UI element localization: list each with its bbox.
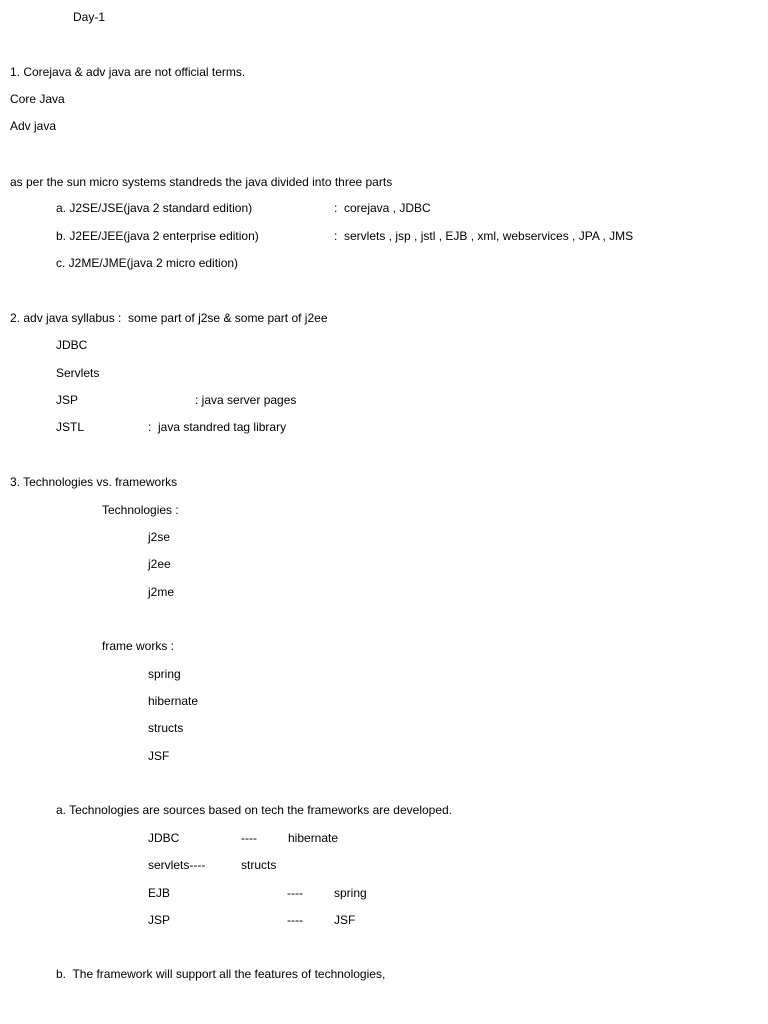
- map-framework: spring: [334, 886, 367, 900]
- core-java-line: Core Java: [10, 92, 65, 106]
- syllabus-servlets: Servlets: [56, 366, 100, 380]
- technology-item: j2se: [148, 530, 171, 544]
- j2ee-value: : servlets , jsp , jstl , EJB , xml, webservices , JPA , JMS: [334, 229, 634, 243]
- j2ee-label: b. J2EE/JEE(java 2 enterprise edition): [56, 229, 259, 243]
- framework-item: spring: [148, 667, 181, 681]
- j2me-label: c. J2ME/JME(java 2 micro edition): [56, 256, 239, 270]
- syllabus-jsp: JSP: [56, 393, 79, 407]
- syllabus-jstl: JSTL: [56, 420, 85, 434]
- section-1-heading: 1. Corejava & adv java are not official terms.: [10, 65, 246, 79]
- syllabus-jdbc: JDBC: [56, 338, 88, 352]
- map-dash: ----: [241, 831, 257, 845]
- technologies-heading: Technologies :: [102, 503, 179, 517]
- point-b-text: b. The framework will support all the features of technologies,: [56, 967, 386, 981]
- map-dash: ----: [287, 913, 303, 927]
- frameworks-heading: frame works :: [102, 639, 175, 653]
- adv-java-line: Adv java: [10, 119, 57, 133]
- map-dash: ----: [287, 886, 303, 900]
- map-framework: JSF: [334, 913, 356, 927]
- point-a-text: a. Technologies are sources based on tech the frameworks are developed.: [56, 803, 453, 817]
- map-tech: JSP: [148, 913, 171, 927]
- j2se-value: : corejava , JDBC: [334, 201, 431, 215]
- framework-item: structs: [148, 721, 184, 735]
- day-label: Day-1: [73, 10, 106, 24]
- sun-intro-line: as per the sun micro systems standreds the java divided into three parts: [10, 175, 393, 189]
- map-tech: EJB: [148, 886, 171, 900]
- framework-item: JSF: [148, 749, 170, 763]
- technology-item: j2ee: [148, 557, 171, 571]
- map-tech: servlets----: [148, 858, 206, 872]
- map-tech: JDBC: [148, 831, 180, 845]
- section-2-heading: 2. adv java syllabus : some part of j2se & some part of j2ee: [10, 311, 328, 325]
- section-3-heading: 3. Technologies vs. frameworks: [10, 475, 178, 489]
- framework-item: hibernate: [148, 694, 199, 708]
- syllabus-jsp-desc: : java server pages: [195, 393, 297, 407]
- j2se-label: a. J2SE/JSE(java 2 standard edition): [56, 201, 253, 215]
- syllabus-jstl-desc: : java standred tag library: [148, 420, 287, 434]
- map-framework: hibernate: [288, 831, 339, 845]
- technology-item: j2me: [148, 585, 175, 599]
- map-framework: structs: [241, 858, 277, 872]
